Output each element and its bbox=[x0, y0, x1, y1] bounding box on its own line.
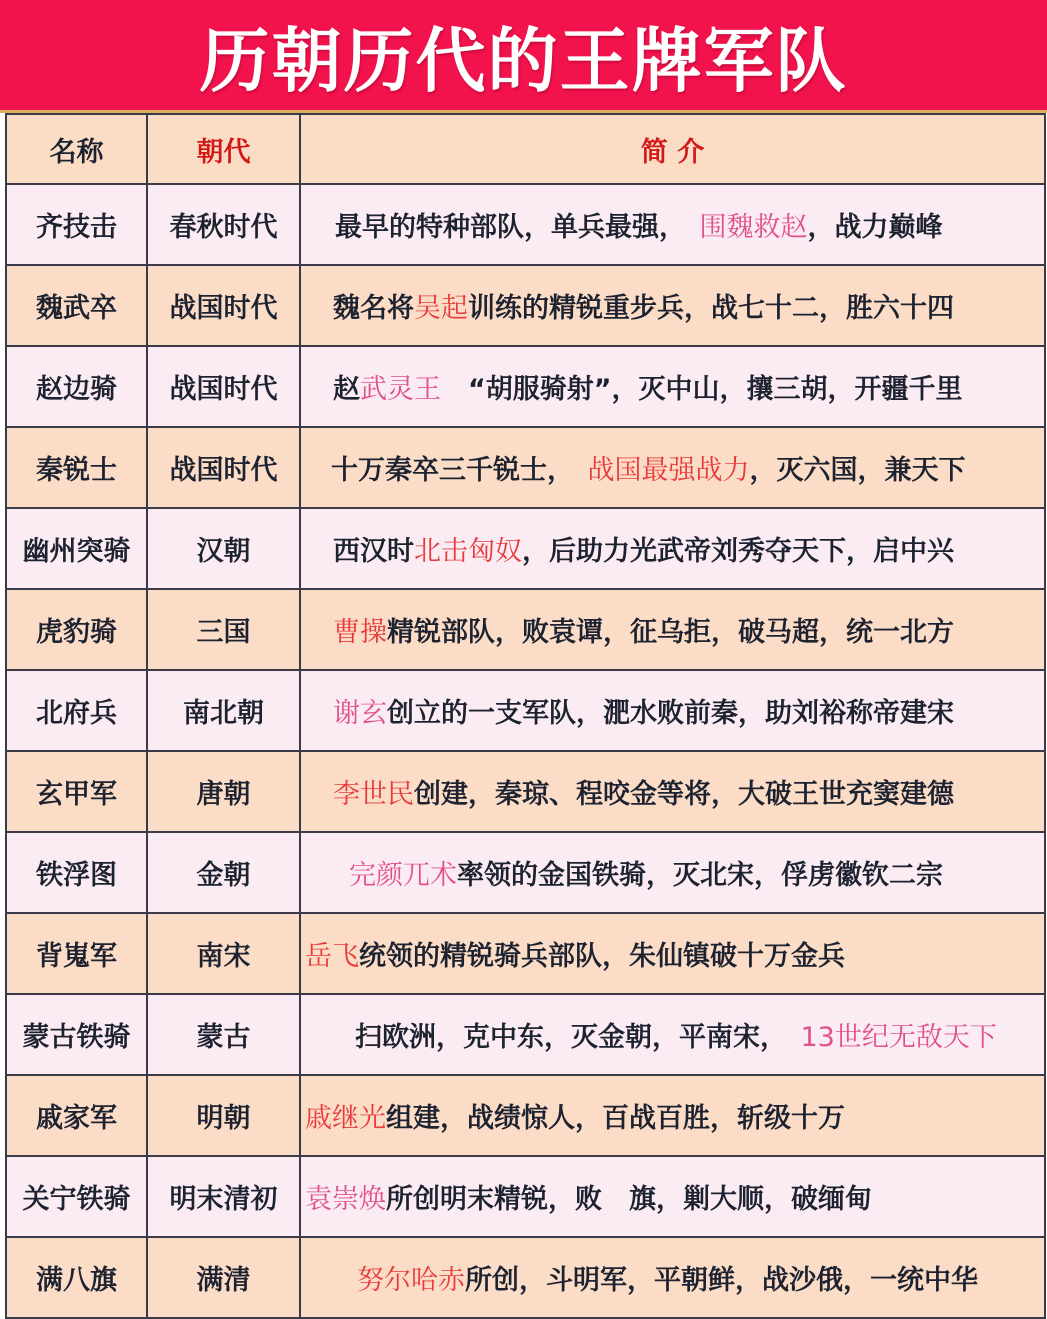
table-row bbox=[6, 832, 1045, 913]
description-text: ，灭六国，兼天下 bbox=[749, 455, 966, 486]
dynasty: 战国时代 bbox=[147, 346, 300, 427]
army-name: 关宁铁骑 bbox=[6, 1156, 147, 1237]
page-title: 历朝历代的王牌军队 bbox=[199, 19, 848, 102]
description-text: ，战力巅峰 bbox=[807, 212, 943, 243]
table-row bbox=[6, 508, 1045, 589]
highlight-text: 曹操 bbox=[333, 617, 387, 648]
dynasty: 满清 bbox=[147, 1237, 300, 1318]
table-header-row bbox=[6, 114, 1045, 184]
description-text: 精锐部队，败袁谭，征乌拒，破马超，统一北方 bbox=[387, 617, 954, 648]
army-name: 蒙古铁骑 bbox=[6, 994, 147, 1075]
table-row bbox=[6, 427, 1045, 508]
dynasty: 金朝 bbox=[147, 832, 300, 913]
table-row bbox=[6, 913, 1045, 994]
description-text: 统领的精锐骑兵部队，朱仙镇破十万金兵 bbox=[359, 941, 845, 972]
description bbox=[300, 508, 1045, 589]
title-banner bbox=[0, 0, 1047, 113]
description bbox=[300, 1237, 1045, 1318]
description-text: 所创明末精锐，败 旗，剿大顺，破缅甸 bbox=[386, 1184, 872, 1215]
dynasty: 战国时代 bbox=[147, 265, 300, 346]
highlight-text: 吴起 bbox=[414, 293, 468, 324]
description bbox=[300, 589, 1045, 670]
highlight-text: 战国最强战力 bbox=[587, 455, 750, 486]
highlight-text: 围魏救赵 bbox=[699, 212, 808, 243]
highlight-text: 完颜兀术 bbox=[349, 860, 457, 891]
army-name: 齐技击 bbox=[6, 184, 147, 265]
dynasty: 明朝 bbox=[147, 1075, 300, 1156]
table-row bbox=[6, 670, 1045, 751]
description-text: 扫欧洲，克中东，灭金朝，平南宋， bbox=[355, 1022, 801, 1053]
dynasty: 春秋时代 bbox=[147, 184, 300, 265]
description-text: 魏名将 bbox=[333, 293, 414, 324]
table-row bbox=[6, 184, 1045, 265]
description bbox=[300, 1156, 1045, 1237]
description-text: 创建，秦琼、程咬金等将，大破王世充窦建德 bbox=[414, 779, 954, 810]
highlight-text: 谢玄 bbox=[333, 698, 387, 729]
army-name: 戚家军 bbox=[6, 1075, 147, 1156]
description bbox=[300, 913, 1045, 994]
highlight-text: 戚继光 bbox=[305, 1103, 386, 1134]
dynasty: 唐朝 bbox=[147, 751, 300, 832]
table-row bbox=[6, 1156, 1045, 1237]
description bbox=[300, 832, 1045, 913]
dynasty: 南宋 bbox=[147, 913, 300, 994]
description-text: 组建，战绩惊人，百战百胜，斩级十万 bbox=[386, 1103, 845, 1134]
dynasty: 南北朝 bbox=[147, 670, 300, 751]
description-text: 最早的特种部队，单兵最强， bbox=[335, 212, 700, 243]
army-table bbox=[5, 113, 1046, 1319]
description-text: 训练的精锐重步兵，战七十二，胜六十四 bbox=[468, 293, 954, 324]
description bbox=[300, 427, 1045, 508]
table-row bbox=[6, 589, 1045, 670]
header-name: 名称 bbox=[6, 114, 147, 184]
table-row bbox=[6, 1237, 1045, 1318]
army-name: 铁浮图 bbox=[6, 832, 147, 913]
highlight-text: 袁崇焕 bbox=[305, 1184, 386, 1215]
description bbox=[300, 184, 1045, 265]
description-text: 创立的一支军队，淝水败前秦，助刘裕称帝建宋 bbox=[387, 698, 954, 729]
table-row bbox=[6, 346, 1045, 427]
table-row bbox=[6, 1075, 1045, 1156]
dynasty: 蒙古 bbox=[147, 994, 300, 1075]
highlight-text: 北击匈奴 bbox=[414, 536, 522, 567]
description bbox=[300, 265, 1045, 346]
army-name: 赵边骑 bbox=[6, 346, 147, 427]
dynasty: 汉朝 bbox=[147, 508, 300, 589]
highlight-text: 努尔哈赤 bbox=[357, 1265, 465, 1296]
army-name: 秦锐士 bbox=[6, 427, 147, 508]
army-name: 虎豹骑 bbox=[6, 589, 147, 670]
description bbox=[300, 670, 1045, 751]
description-text: ，后助力光武帝刘秀夺天下，启中兴 bbox=[522, 536, 954, 567]
description-text: “胡服骑射”，灭中山，攘三胡，开疆千里 bbox=[441, 374, 963, 405]
description-text: 所创，斗明军，平朝鲜，战沙俄，一统中华 bbox=[465, 1265, 978, 1296]
header-era: 朝代 bbox=[147, 114, 300, 184]
dynasty: 明末清初 bbox=[147, 1156, 300, 1237]
description bbox=[300, 1075, 1045, 1156]
army-name: 魏武卒 bbox=[6, 265, 147, 346]
army-name: 背嵬军 bbox=[6, 913, 147, 994]
description-text: 率领的金国铁骑，灭北宋，俘虏徽钦二宗 bbox=[457, 860, 943, 891]
table-row bbox=[6, 994, 1045, 1075]
highlight-text: 武灵王 bbox=[360, 374, 441, 405]
description bbox=[300, 994, 1045, 1075]
dynasty: 战国时代 bbox=[147, 427, 300, 508]
highlight-text: 13世纪无敌天下 bbox=[800, 1022, 997, 1053]
table-row bbox=[6, 265, 1045, 346]
description-text: 西汉时 bbox=[333, 536, 414, 567]
army-name: 北府兵 bbox=[6, 670, 147, 751]
dynasty: 三国 bbox=[147, 589, 300, 670]
highlight-text: 李世民 bbox=[333, 779, 414, 810]
army-name: 幽州突骑 bbox=[6, 508, 147, 589]
description bbox=[300, 751, 1045, 832]
army-name: 玄甲军 bbox=[6, 751, 147, 832]
description-text: 十万秦卒三千锐士， bbox=[331, 455, 588, 486]
highlight-text: 岳飞 bbox=[305, 941, 359, 972]
table-row bbox=[6, 751, 1045, 832]
description-text: 赵 bbox=[333, 374, 360, 405]
header-description: 简 介 bbox=[300, 114, 1045, 184]
description bbox=[300, 346, 1045, 427]
army-name: 满八旗 bbox=[6, 1237, 147, 1318]
